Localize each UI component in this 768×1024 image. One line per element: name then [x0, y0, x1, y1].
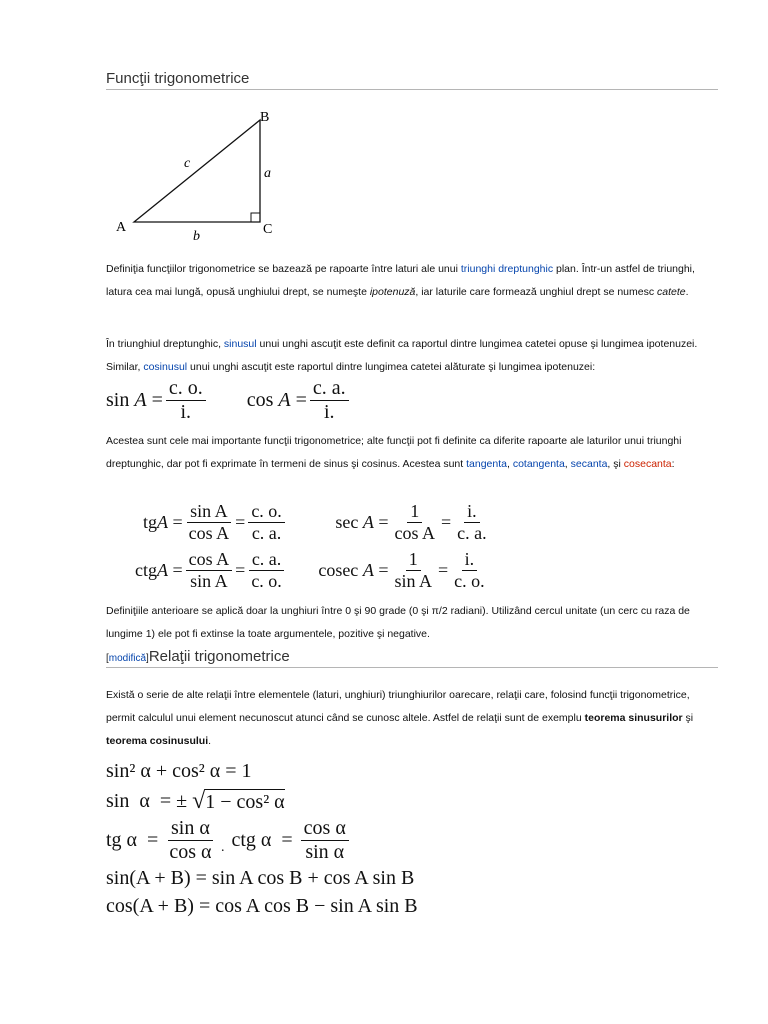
- link-secanta[interactable]: secanta: [570, 458, 608, 470]
- paragraph-other-functions: Acestea sunt cele mai importante funcţii trigonometrice; alte funcţii pot fi definite ca diferite rapoarte ale laturilor unui triunghi dreptunghic, dar pot fi exprimate în termeni de sinus şi cosinus. Acestea sunt tangenta, cotangenta, secanta, şi cosecanta:: [106, 435, 682, 470]
- triangle-shape: [134, 120, 260, 222]
- bold-law-of-cosines: teorema cosinusului: [106, 735, 209, 747]
- bold-law-of-sines: teorema sinusurilor: [584, 712, 683, 724]
- equation-tg-ctg-sec-cosec: [106, 498, 493, 594]
- identity-cos-sum: cos(A + B) = cos A cos B − sin A sin B: [106, 894, 418, 917]
- sqrt-sign: √: [192, 787, 206, 814]
- fraction-cos-over-sin: $\frac{\text{cos A}}{\text{sin A}}$: [186, 550, 233, 591]
- identity-pythagorean: sin² α + cos² α = 1: [106, 759, 252, 782]
- link-sinusul[interactable]: sinusul: [223, 338, 257, 350]
- edit-section-link[interactable]: modifică: [108, 653, 147, 664]
- identity-sin-sqrt: sin α = ± √ 1 − cos² α: [106, 787, 285, 814]
- equation-sin-cos: sin A = $\frac{c. o.}{i.}$ cos A = $\frac{c. a.}{i.}$: [106, 378, 352, 423]
- section-title: Relaţii trigonometrice: [148, 648, 290, 665]
- fraction-i-over-ca: $\frac{i.}{c. a.}$: [457, 500, 487, 543]
- paragraph-relations: Există o serie de alte relaţii între elementele (laturi, unghiuri) triunghiurilor oarecare, relaţii care, folosind funcţii trigonometrice, permit calculul unui element necunoscut atunci când se cunosc altele. Astfel de relaţii sunt de exemplu teorema sinusurilor şi teorema cosinusului.: [106, 689, 694, 747]
- identity-sin-sum: sin(A + B) = sin A cos B + cos A sin B: [106, 866, 415, 889]
- vertex-label-c: C: [263, 222, 273, 237]
- equation-row-ctg-cosec: ctgA = $\frac{\text{cos A}}{\text{sin A}}$ = $\frac{c. a.}{c. o.}$ cosec A = $\frac{1}{\text{sin A}}$ = $\frac{i.}{c. o.}$: [106, 546, 493, 594]
- identity-tg-ctg: tg α = $\frac{\text{sin α}}{\text{cos α}}$ . ctg α = $\frac{\text{cos α}}{\text{sin α}}$: [106, 816, 418, 864]
- fraction-ca-over-i: $\frac{c. a.}{i.}$: [310, 378, 349, 423]
- fraction-co-over-i: $\frac{c. o.}{i.}$: [166, 378, 206, 423]
- fraction-cos-over-sin-alpha: $\frac{\text{cos α}}{\text{sin α}}$: [301, 818, 349, 863]
- section-title: Funcţii trigonometrice: [106, 70, 250, 87]
- equation-row-tg-sec: tgA = $\frac{\text{sin A}}{\text{cos A}}$ = $\frac{c. o.}{c. a.}$ sec A = $\frac{1}{\text{cos A}}$ = $\frac{i.}{c. a.}$: [106, 498, 493, 546]
- identities-block: [106, 756, 418, 920]
- right-angle-mark: [251, 213, 260, 222]
- section-heading-trig-relations: [106, 648, 718, 668]
- fraction-i-over-co: $\frac{i.}{c. o.}$: [454, 548, 485, 591]
- fraction-co-over-ca: $\frac{c. o.}{c. a.}$: [248, 502, 285, 543]
- link-cosecanta[interactable]: cosecanta: [623, 458, 672, 470]
- link-tangenta[interactable]: tangenta: [466, 458, 507, 470]
- fraction-sin-over-cos-alpha: $\frac{\text{sin α}}{\text{cos α}}$: [169, 816, 212, 863]
- paragraph-sin-cos: În triunghiul dreptunghic, sinusul unui unghi ascuţit este definit ca raportul dintre lungimea catetei opuse şi lungimea ipotenuzei. Similar, cosinusul unui unghi ascuţit este raportul dintre lungimea catetei alăturate şi lungimea ipotenuzei:: [106, 338, 698, 373]
- fraction-one-over-cos: $\frac{1}{\text{cos A}}$: [394, 500, 435, 543]
- vertex-label-a: A: [116, 220, 127, 235]
- side-label-b: b: [193, 229, 200, 244]
- side-label-a: a: [264, 166, 271, 181]
- link-triunghi-dreptunghic[interactable]: triunghi dreptunghic: [460, 263, 554, 275]
- fraction-sin-over-cos: $\frac{\text{sin A}}{\text{cos A}}$: [188, 500, 230, 543]
- edit-section: [modifică]: [106, 653, 149, 664]
- vertex-label-b: B: [260, 110, 270, 125]
- section-heading-trig-functions: [106, 70, 718, 90]
- right-triangle-diagram: [110, 104, 290, 244]
- paragraph-definition: Definiţia funcţiilor trigonometrice se bazează pe rapoarte între laturi ale unui triunghi dreptunghic plan. Într-un astfel de triunghi, latura cea mai lungă, opusă unghiului drept, se numeşte ipotenuză, iar laturile care formează unghiul drept se numesc catete.: [106, 263, 695, 298]
- fraction-ca-over-co: $\frac{c. a.}{c. o.}$: [248, 550, 285, 591]
- fraction-one-over-sin: $\frac{1}{\text{sin A}}$: [394, 548, 432, 591]
- paragraph-domain: Definiţiile anterioare se aplică doar la unghiuri între 0 şi 90 grade (0 şi π/2 radiani). Utilizând cercul unitate (un cerc cu raza de lungime 1) ele pot fi extinse la toate argumentele, pozitive şi negative.: [106, 605, 690, 640]
- link-cosinusul[interactable]: cosinusul: [143, 361, 188, 373]
- link-cotangenta[interactable]: cotangenta: [512, 458, 565, 470]
- side-label-c: c: [184, 156, 191, 171]
